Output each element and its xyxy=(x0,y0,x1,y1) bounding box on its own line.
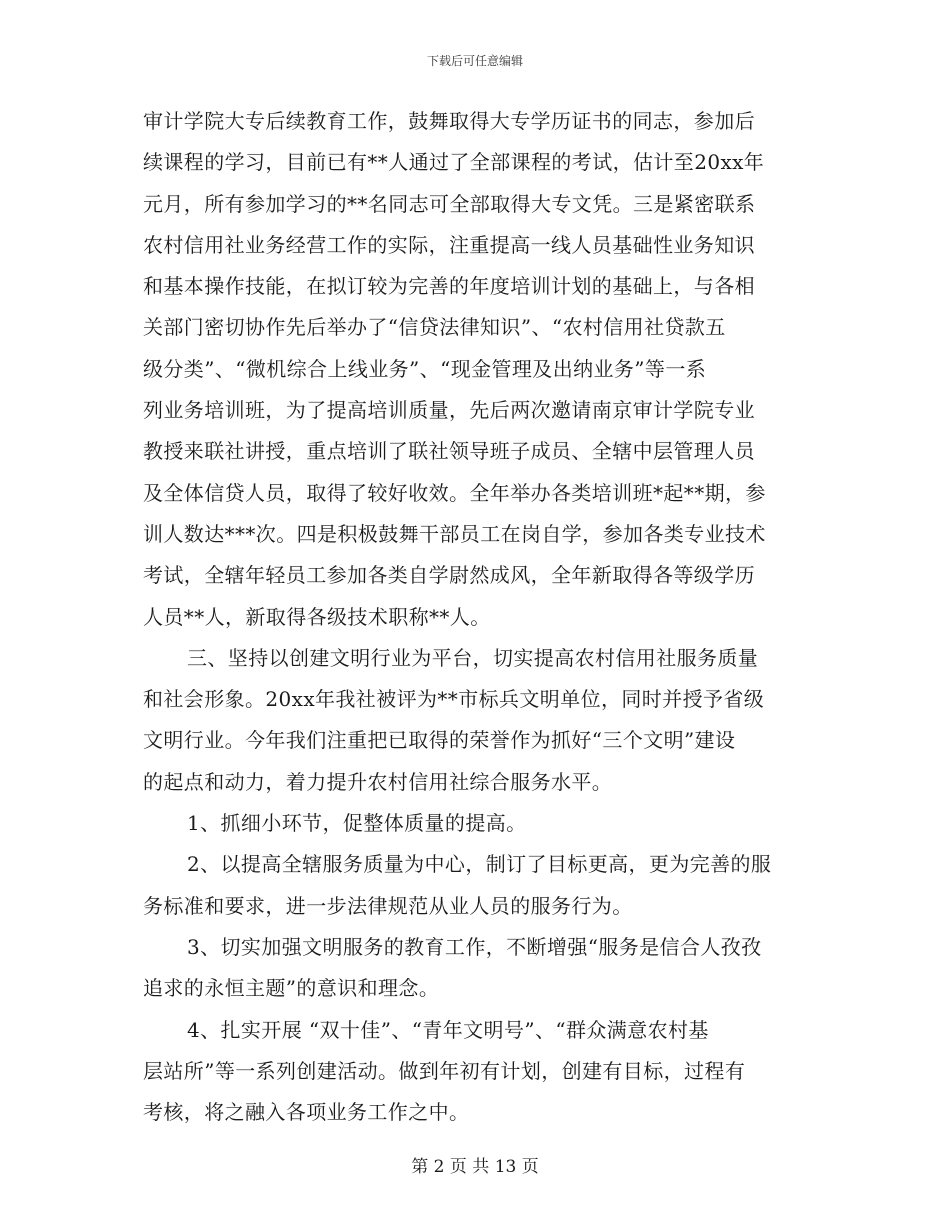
text-line: 层站所”等一系列创建活动。做到年初有计划，创建有目标，过程有 xyxy=(143,1058,746,1083)
page-number-footer: 第 2 页 共 13 页 xyxy=(411,1157,539,1177)
text-line: 农村信用社业务经营工作的实际，注重提高一线人员基础性业务知识 xyxy=(143,232,755,257)
document-body xyxy=(143,101,807,1133)
text-line: 训人数达***次。四是积极鼓舞干部员工在岗自学，参加各类专业技术 xyxy=(143,521,766,546)
text-line: 元月，所有参加学习的**名同志可全部取得大专文凭。三是紧密联系 xyxy=(143,191,756,216)
text-line: 教授来联社讲授，重点培训了联社领导班子成员、全辖中层管理人员 xyxy=(143,439,755,464)
text-line: 文明行业。今年我们注重把已取得的荣誉作为抓好“三个文明”建设 xyxy=(143,728,736,753)
text-line: 考核，将之融入各项业务工作之中。 xyxy=(143,1100,470,1125)
text-line: 和社会形象。20xx年我社被评为**市标兵文明单位，同时并授予省级 xyxy=(143,687,765,712)
list-item-line: 3、切实加强文明服务的教育工作，不断增强“服务是信合人孜孜 xyxy=(187,934,762,959)
list-item-line: 1、抓细小环节，促整体质量的提高。 xyxy=(187,811,527,836)
text-line: 追求的永恒主题”的意识和理念。 xyxy=(143,976,440,1001)
text-line: 续课程的学习，目前已有**人通过了全部课程的考试，估计至20xx年 xyxy=(143,150,765,175)
text-line: 务标准和要求，进一步法律规范从业人员的服务行为。 xyxy=(143,893,633,918)
text-line: 及全体信贷人员，取得了较好收效。全年举办各类培训班*起**期，参 xyxy=(143,480,766,505)
text-line: 级分类”、“微机综合上线业务”、“现金管理及出纳业务”等一系 xyxy=(143,356,707,381)
text-line: 的起点和动力，着力提升农村信用社综合服务水平。 xyxy=(143,769,613,794)
text-line: 列业务培训班，为了提高培训质量，先后两次邀请南京审计学院专业 xyxy=(143,398,755,423)
list-item-line: 2、以提高全辖服务质量为中心，制订了目标更高，更为完善的服 xyxy=(187,852,772,877)
page-header: 下载后可任意编辑 xyxy=(426,54,523,68)
text-line: 人员**人，新取得各级技术职称**人。 xyxy=(143,604,491,629)
list-item-line: 4、扎实开展 “双十佳”、“青年文明号”、“群众满意农村基 xyxy=(187,1017,709,1042)
paragraph-start-line: 三、坚持以创建文明行业为平台，切实提高农村信用社服务质量 xyxy=(187,645,759,670)
text-line: 关部门密切协作先后举办了“信贷法律知识”、“农村信用社贷款五 xyxy=(143,315,726,340)
text-line: 和基本操作技能，在拟订较为完善的年度培训计划的基础上，与各相 xyxy=(143,274,755,299)
text-line: 审计学院大专后续教育工作，鼓舞取得大专学历证书的同志，参加后 xyxy=(143,109,755,133)
text-line: 考试，全辖年轻员工参加各类自学尉然成风，全年新取得各等级学历 xyxy=(143,563,755,588)
